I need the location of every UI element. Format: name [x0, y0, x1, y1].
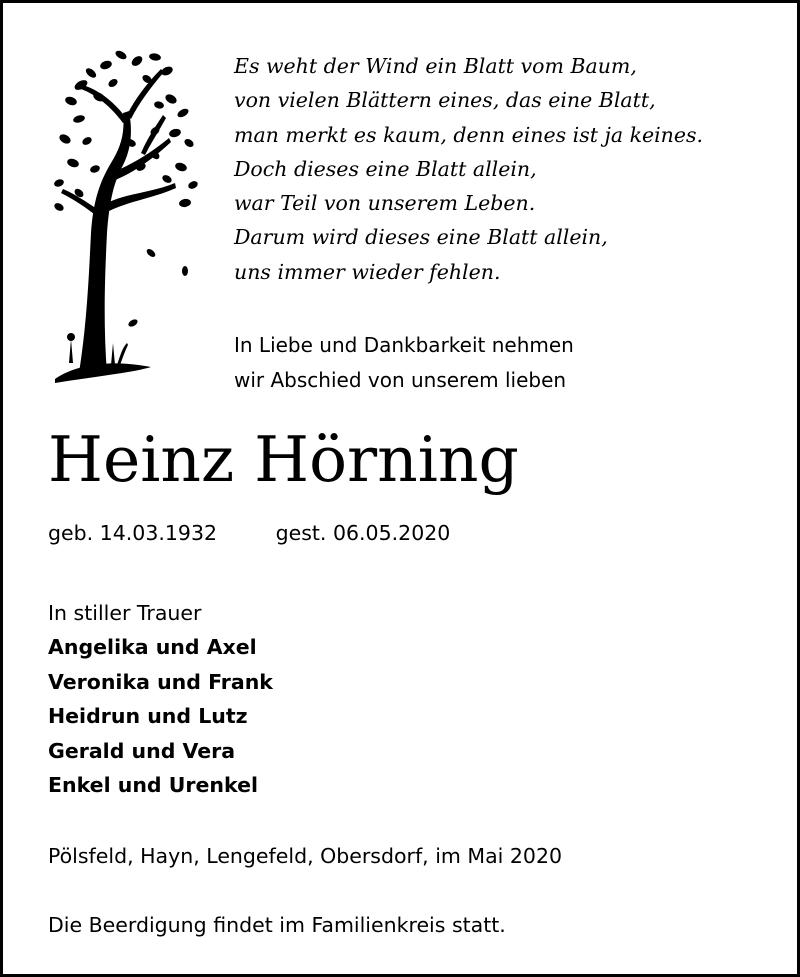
tree-icon: [51, 43, 201, 383]
mourner-name: Veronika und Frank: [48, 669, 273, 694]
intro-text: [234, 328, 574, 397]
mourners-block: [48, 596, 273, 802]
funeral-note: Die Beerdigung findet im Familienkreis statt.: [48, 913, 506, 937]
poem-line: man merkt es kaum, denn eines ist ja keines.: [234, 122, 704, 147]
mourner-name: Heidrun und Lutz: [48, 704, 248, 729]
birth-date: geb. 14.03.1932: [48, 521, 218, 545]
life-dates: [48, 516, 502, 550]
mourner-name: Angelika und Axel: [48, 635, 257, 660]
mourners-list: [48, 630, 273, 802]
poem-line: Doch dieses eine Blatt allein,: [234, 156, 537, 181]
poem-line: Es weht der Wind ein Blatt vom Baum,: [234, 54, 637, 78]
poem-line: Darum wird dieses eine Blatt allein,: [234, 225, 608, 250]
poem-line: von vielen Blättern eines, das eine Blatt,: [234, 88, 656, 113]
poem: [234, 49, 703, 289]
intro-line: wir Abschied von unserem lieben: [234, 367, 567, 392]
mourners-heading: In stiller Trauer: [48, 601, 202, 625]
deceased-name: Heinz Hörning: [48, 423, 519, 496]
death-date: gest. 06.05.2020: [275, 521, 451, 545]
place-date: Pölsfeld, Hayn, Lengefeld, Obersdorf, im Mai 2020: [48, 844, 563, 868]
poem-line: uns immer wieder fehlen.: [234, 259, 501, 284]
mourner-name: Enkel und Urenkel: [48, 773, 259, 798]
poem-line: war Teil von unserem Leben.: [234, 191, 536, 216]
mourner-name: Gerald und Vera: [48, 738, 236, 763]
intro-line: In Liebe und Dankbarkeit nehmen: [234, 333, 574, 357]
